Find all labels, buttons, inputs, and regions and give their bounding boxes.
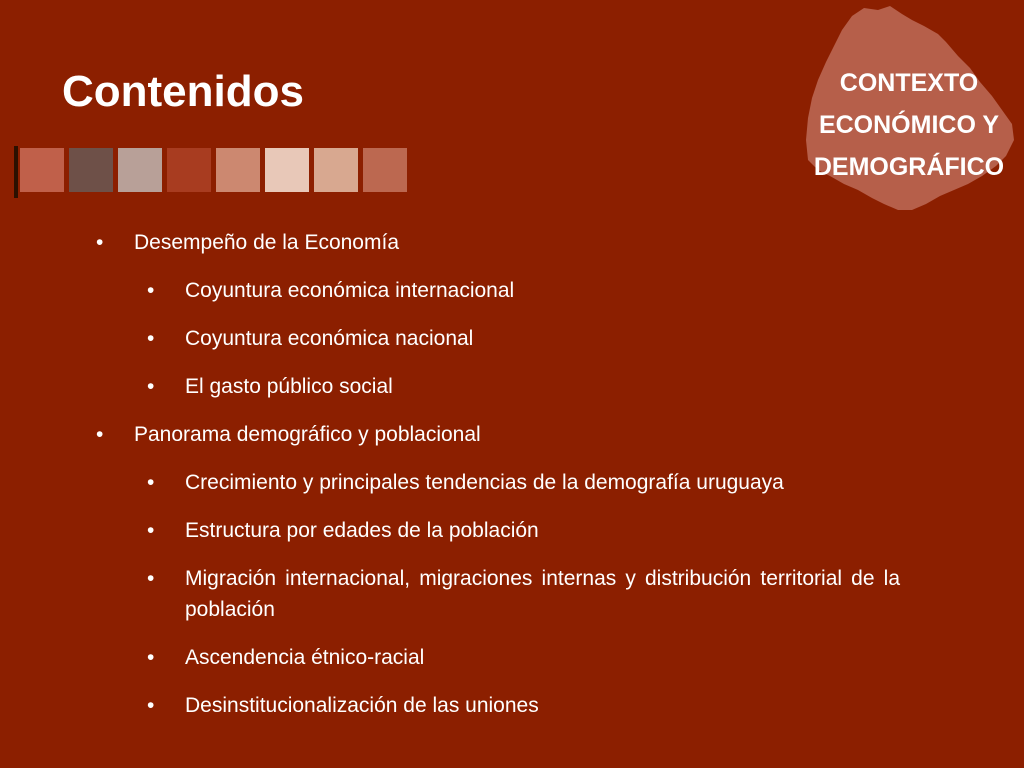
sub-bullet-item (96, 323, 900, 354)
sub-bullet-item (96, 515, 900, 546)
color-swatch (20, 148, 64, 192)
bullet-icon: • (147, 471, 155, 494)
bullet-icon: • (147, 519, 155, 542)
logo-line: DEMOGRÁFICO (813, 153, 1005, 181)
bullet-text: El gasto público social (185, 375, 393, 398)
bullet-text: Coyuntura económica internacional (185, 279, 515, 302)
bullet-icon: • (147, 327, 155, 350)
sub-bullet-item (96, 642, 900, 673)
color-swatch (363, 148, 407, 192)
bullet-icon: • (96, 231, 104, 254)
logo-text (800, 62, 1018, 188)
sub-bullet-item (96, 467, 900, 498)
bullet-text: Estructura por edades de la población (185, 519, 539, 542)
logo-line: CONTEXTO (839, 69, 979, 97)
bullet-text: Panorama demográfico y poblacional (134, 423, 481, 446)
bullet-list (96, 227, 900, 738)
bullet-text: Ascendencia étnico-racial (185, 646, 425, 669)
bullet-text: Migración internacional, migraciones internas y distribución territorial de la población (185, 567, 900, 621)
bullet-icon: • (147, 375, 155, 398)
bullet-icon: • (147, 279, 155, 302)
color-swatch (118, 148, 162, 192)
logo (800, 0, 1024, 220)
bullet-text: Desempeño de la Economía (134, 231, 399, 254)
sub-bullet-item (96, 563, 900, 625)
sub-bullet-item (96, 275, 900, 306)
color-swatch (216, 148, 260, 192)
bullet-text: Coyuntura económica nacional (185, 327, 474, 350)
color-swatch (265, 148, 309, 192)
accent-bar (14, 146, 18, 198)
page-title: Contenidos (62, 67, 304, 116)
color-swatch (167, 148, 211, 192)
sub-bullet-item (96, 690, 900, 721)
bullet-icon: • (147, 646, 155, 669)
bullet-item (96, 419, 900, 450)
bullet-text: Crecimiento y principales tendencias de la demografía uruguaya (185, 471, 784, 494)
bullet-item (96, 227, 900, 258)
bullet-icon: • (147, 567, 155, 590)
color-swatch (69, 148, 113, 192)
bullet-icon: • (96, 423, 104, 446)
bullet-text: Desinstitucionalización de las uniones (185, 694, 539, 717)
color-swatch-strip (20, 148, 412, 192)
bullet-icon: • (147, 694, 155, 717)
color-swatch (314, 148, 358, 192)
sub-bullet-item (96, 371, 900, 402)
logo-line: ECONÓMICO Y (818, 111, 1000, 139)
